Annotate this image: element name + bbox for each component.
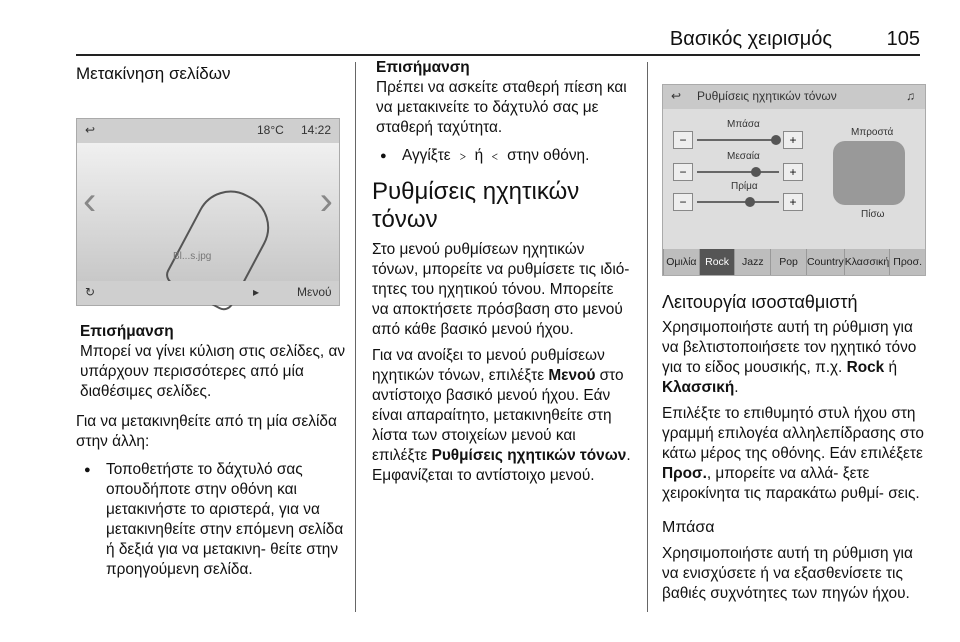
equalizer-tab: Ομιλία	[663, 249, 699, 275]
screen-bottom-bar	[77, 281, 339, 305]
screen-top-bar	[77, 119, 339, 143]
chevron-right-icon: ›	[319, 179, 333, 223]
paragraph: Επιλέξτε το επιθυμητό στυλ ήχου στη γραμμή επιλογέα αλληλεπίδρασης στο κάτω μέρος της οθόνης. Εάν επιλέξετε Προσ., μπορείτε να αλλά- ξετε χειροκίνητα τις παρακάτω ρυθμί- σεις.	[662, 405, 924, 502]
minus-icon: −	[673, 163, 693, 181]
paragraph: Χρησιμοποιήστε αυτή τη ρύθμιση για να βελτιστοποιήσετε τον ηχητικό τόνο για το είδος μουσικής, π.χ. Rock ή Κλασσική.	[662, 319, 917, 396]
note-title: Επισήμανση	[376, 59, 470, 76]
tone-settings-screen-illustration	[662, 84, 926, 276]
temperature: 18°C	[257, 123, 284, 137]
car-seat-map	[833, 141, 905, 205]
note	[80, 322, 350, 402]
equalizer-tab: Jazz	[734, 249, 770, 275]
screen-title: Ρυθμίσεις ηχητικών τόνων	[697, 89, 837, 103]
paragraph: Για να μετακινηθείτε από τη μία σελίδα στην άλλη:	[76, 413, 337, 450]
minus-icon: −	[673, 131, 693, 149]
refresh-icon: ↻	[85, 285, 96, 299]
slider-treble	[673, 131, 803, 149]
slider-label: Πρίμα	[731, 181, 758, 192]
slider-mid	[673, 163, 803, 181]
note-text: Πρέπει να ασκείτε σταθερή πίεση και να μετακινείτε το δάχτυλό σας με σταθερή ταχύτητα.	[376, 79, 627, 136]
slider-label: Μεσαία	[727, 151, 760, 162]
slider-label: Μπάσα	[727, 119, 760, 130]
plus-icon: +	[783, 193, 803, 211]
equalizer-tab: Προσ.	[889, 249, 925, 275]
back-icon: ↩	[85, 123, 96, 137]
sub-heading: Μπάσα	[662, 519, 715, 536]
column-1	[76, 58, 350, 84]
paragraph: Για να ανοίξει το μενού ρυθμίσεων ηχητικών τόνων, επιλέξτε Μενού στο αντίστοιχο βασικό μενού ήχου. Εάν είναι απαραίτητο, μετακινηθείτε στη λίστα των στοιχείων μενού και επιλέξτε Ρυθμίσεις ηχητικών τόνων. Εμφανίζεται το αντίστοιχο μενού.	[372, 347, 631, 484]
section-heading: Ρυθμίσεις ηχητικών τόνων	[372, 178, 580, 233]
note-title: Επισήμανση	[80, 323, 174, 340]
play-icon: ▸	[253, 285, 260, 299]
back-icon: ↩	[671, 89, 682, 103]
note-text: Μπορεί να γίνει κύλιση στις σελίδες, αν υπάρχουν περισσότερες από μία διαθέσιμες σελίδες.	[80, 343, 346, 400]
equalizer-tab: Country	[806, 249, 844, 275]
column-divider	[355, 62, 356, 612]
paragraph: Στο μενού ρυθμίσεων ηχητικών τόνων, μπορείτε να ρυθμίσετε τις ιδιό- τητες του ηχητικού τόνου. Μπορείτε να αποκτήσετε πρόσβαση στο μενού από κάθε βασικό μενού ήχου.	[372, 241, 630, 338]
page-scroll-screen-illustration	[76, 118, 340, 306]
equalizer-tab: Κλασσική	[844, 249, 890, 275]
column-3-text	[662, 292, 924, 610]
equalizer-tabs	[663, 249, 925, 275]
equalizer-tab: Pop	[770, 249, 806, 275]
equalizer-tab: Rock	[699, 249, 735, 275]
chevron-left-icon: ‹	[83, 179, 97, 223]
section-heading: Λειτουργία ισοσταθμιστή	[662, 292, 858, 312]
column-1-text	[76, 322, 350, 588]
chapter-title: Βασικός χειρισμός	[669, 28, 832, 50]
clock: 14:22	[301, 123, 332, 137]
music-icon: ♫	[906, 89, 915, 103]
plus-icon: +	[783, 131, 803, 149]
rear-label: Πίσω	[861, 209, 885, 220]
page-header	[76, 22, 920, 56]
plus-icon: +	[783, 163, 803, 181]
bullet-item: ● Αγγίξτε ﹥ ή ﹤ στην οθόνη.	[372, 146, 634, 166]
bullet-item: ● Τοποθετήστε το δάχτυλό σας οπουδήποτε στην οθόνη και μετακινήστε το αριστερά, για να μετακινηθείτε στην επόμενη σελίδα ή δεξιά για να μετακινη- θείτε στην προηγούμενη σελίδα.	[76, 460, 350, 580]
screen-top-bar	[663, 85, 925, 109]
page-number: 105	[886, 28, 920, 50]
front-label: Μπροστά	[851, 127, 894, 138]
slider-bass	[673, 193, 803, 211]
paragraph: Χρησιμοποιήστε αυτή τη ρύθμιση για να ενισχύσετε ή να εξασθενίσετε τις βαθιές συχνότητες των πηγών ήχου.	[662, 545, 913, 602]
file-name: Bl...s.jpg	[173, 251, 212, 262]
section-heading: Μετακίνηση σελίδων	[76, 64, 231, 83]
note	[376, 58, 634, 138]
column-divider	[647, 62, 648, 612]
menu-button-label: Μενού	[297, 285, 332, 299]
minus-icon: −	[673, 193, 693, 211]
column-2	[372, 58, 634, 492]
